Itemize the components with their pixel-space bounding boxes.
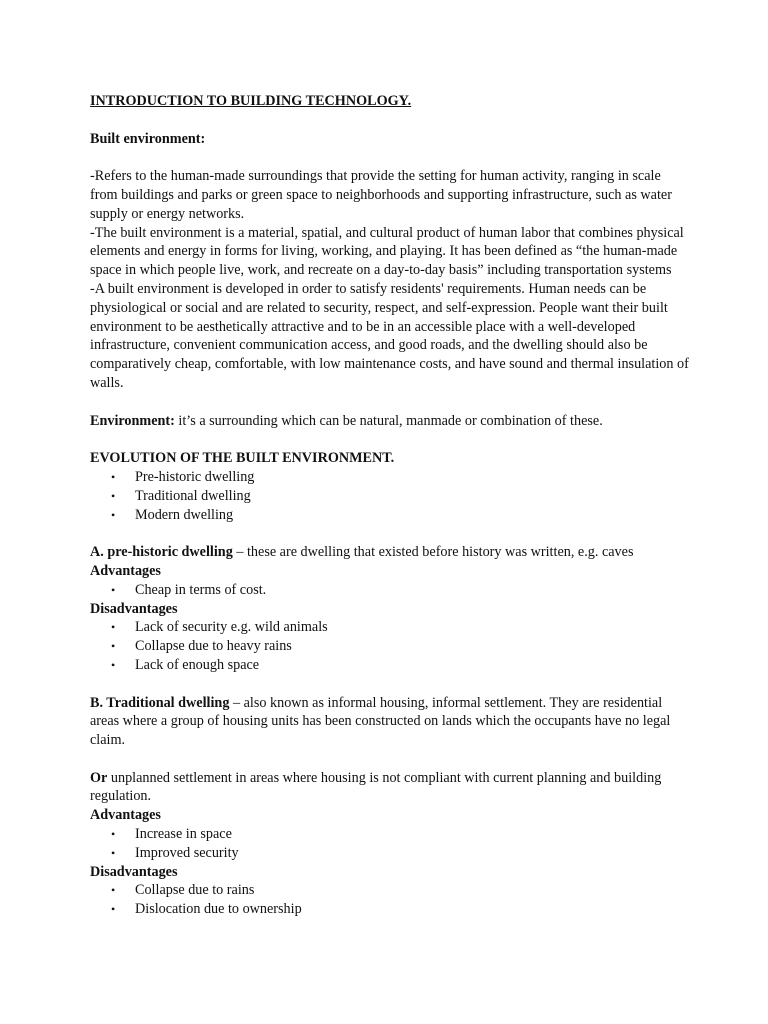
evolution-list [90,468,690,524]
list-item [90,637,690,656]
list-item-label: Modern dwelling [135,506,234,523]
bullet-icon: • [111,582,116,597]
list-item-label: Lack of security e.g. wild animals [135,619,328,636]
document-title: INTRODUCTION TO BUILDING TECHNOLOGY. [90,93,412,109]
traditional-disadvantages-heading: Disadvantages [90,863,178,880]
spacer [90,430,690,449]
prehistoric-text: – these are dwelling that existed before history was written, e.g. caves [232,544,634,561]
document-page [90,92,690,919]
list-item [90,506,690,525]
bullet-icon: • [111,845,116,860]
list-item-label: Lack of enough space [135,656,260,673]
bullet-icon: • [111,620,116,635]
list-item [90,656,690,675]
prehistoric-advantages-heading: Advantages [90,562,161,579]
list-item [90,844,690,863]
spacer [90,524,690,543]
list-item [90,900,690,919]
list-item [90,581,690,600]
list-item-label: Cheap in terms of cost. [135,581,267,598]
bullet-icon: • [111,902,116,917]
list-item [90,825,690,844]
prehistoric-definition [90,543,690,562]
list-item [90,468,690,487]
bullet-icon: • [111,488,116,503]
built-environment-paragraph-3: -A built environment is developed in order to satisfy residents' requirements. Human needs can be physiological or social and are related to security, respect, and self-expression. People want their built environment to be aesthetically attractive and to be in an accessible place with a well-developed infrastructure, convenient communication access, and good roads, and the dwelling should also be comparatively cheap, comfortable, with low maintenance costs, and have sound and thermal insulation of walls. [90,280,689,391]
traditional-alternative-definition [90,769,690,807]
prehistoric-advantages-list [90,581,690,600]
traditional-text: – also known as informal housing, informal settlement. They are residential areas where a group of housing units has been constructed on lands which the occupants have no legal claim. [90,694,671,749]
or-text: unplanned settlement in areas where housing is not compliant with current planning and building regulation. [90,769,662,805]
evolution-heading: EVOLUTION OF THE BUILT ENVIRONMENT. [90,450,395,467]
list-item [90,487,690,506]
bullet-icon: • [111,507,116,522]
bullet-icon: • [111,469,116,484]
traditional-label: B. Traditional dwelling [90,694,230,711]
list-item-label: Dislocation due to ownership [135,901,302,918]
built-environment-paragraph-2: -The built environment is a material, spatial, and cultural product of human labor that combines physical elements and energy in forms for living, working, and playing. It has been defined as “the human-made space in which people live, work, and recreate on a day-to-day basis” including transportation systems [90,224,684,279]
traditional-advantages-list [90,825,690,863]
list-item-label: Collapse due to rains [135,882,255,899]
list-item-label: Traditional dwelling [135,487,251,504]
list-item-label: Improved security [135,844,239,861]
built-environment-paragraph-1: -Refers to the human-made surroundings that provide the setting for human activity, ranging in scale from buildings and parks or green space to neighborhoods and supporting infrastructure, such as water supply or energy networks. [90,168,672,222]
bullet-icon: • [111,657,116,672]
spacer [90,148,690,167]
list-item-label: Pre-historic dwelling [135,468,255,485]
spacer [90,675,690,694]
built-environment-heading: Built environment: [90,130,206,147]
list-item [90,618,690,637]
traditional-advantages-heading: Advantages [90,807,161,824]
prehistoric-disadvantages-heading: Disadvantages [90,600,178,617]
list-item-label: Increase in space [135,826,232,843]
environment-label: Environment: [90,412,175,429]
traditional-disadvantages-list [90,881,690,919]
spacer [90,393,690,412]
list-item [90,881,690,900]
bullet-icon: • [111,639,116,654]
bullet-icon: • [111,827,116,842]
prehistoric-disadvantages-list [90,618,690,674]
or-label: Or [90,769,108,786]
list-item-label: Collapse due to heavy rains [135,638,292,655]
environment-definition [90,412,690,431]
bullet-icon: • [111,883,116,898]
traditional-definition [90,694,690,750]
prehistoric-label: A. pre-historic dwelling [90,544,233,561]
spacer [90,750,690,769]
environment-text: it’s a surrounding which can be natural, manmade or combination of these. [174,412,603,429]
